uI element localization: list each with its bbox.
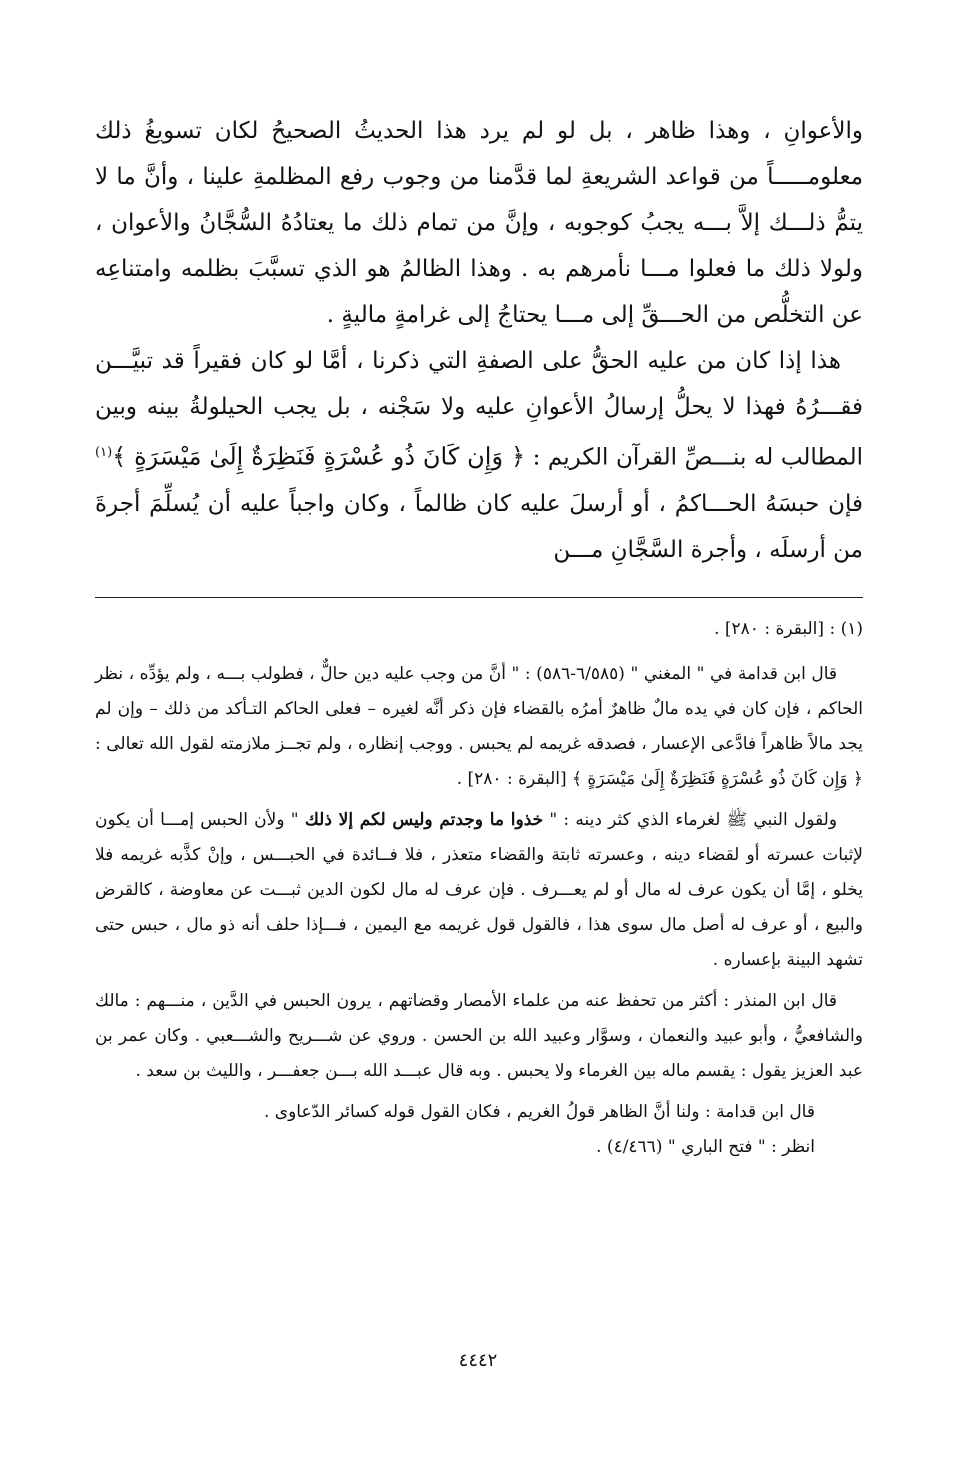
footnote-2-line-1-start: ولقول النبي ﷺ لغرماء الذي كثر دينه : " [549,809,838,830]
paragraph-2-line-3-end: فإن حبسَهُ الحـــاكمُ ، أو [632,490,863,517]
quran-verse: ﴿ وَإِن كَانَ ذُو عُسْرَةٍ فَنَظِرَةٌ إِلَىٰ مَيْسَرَةٍ ﴾ [112,442,526,471]
paragraph-1-line-2: من قواعد الشريعةِ لما قدَّمنا من وجوب رفع المظلمةِ علينا ، وأنَّ ما لا يتمُّ ذلـــك إلاَّ بـــه [95,164,863,236]
footnote-paragraph-4: قال ابن قدامة : ولنا أنَّ الظاهر قولُ الغريم ، فكان القول قوله كسائر الدّعاوى . [263,1101,815,1122]
footnote-1-line-4-start: ملازمته لقول الله تعالى : [95,733,271,754]
footnote-paragraph-2 [95,803,863,978]
footnote-3-line-2: مالك والشافعيُّ ، وأبو عبيد والنعمان ، وسوَّار وعبيد الله بن الحسن . وروي عن شـــريح والشـــعبي . [95,990,863,1046]
footnote-1-line-1: قال ابن قدامة في " المغني " (٦/٥٨٥-٥٨٦) : " أنَّ من وجب عليه دين حالٌّ ، فطولب بـــه ، ولم [175,663,838,684]
paragraph-1 [95,108,863,338]
footnote-marker[interactable]: (١) [95,445,113,460]
paragraph-1-line-3: يجبُ كوجوبه ، وإنَّ من تمام ذلك ما يعتادُهُ السُّجَّانُ والأعوان ، ولولا ذلك ما فعلوا مـــا [95,210,864,282]
footnote-2-line-3: كذَّبه غريمه فلا يخلو ، إمَّا أن يكون عرف له مال أو لم يعـــرف . فإن عرف له مال لكون الدين ثبـــت [95,844,864,900]
main-text [95,108,863,573]
paragraph-1-line-4: نأمرهم به . وهذا الظالمُ هو الذي تسبَّبَ بظلمه وامتناعِه عن التخلُّص من الحـــقِّ إلى مـــا [95,256,863,328]
page-number: ٤٤٤٢ [458,1350,498,1371]
footnote-2-line-4: عن معاوضة ، كالقرض والبيع ، أو عرف له أصل مال سوى هذا ، فالقول قول غريمه مع اليمين ، فـــإذا [95,879,863,935]
paragraph-2-line-2: فهذا لا يحلُّ إرسالُ الأعوانِ عليه ولا سَجْنه ، بل يجب الحيلولةُ بينه وبين المطالب له بنـــصِّ [95,394,863,471]
hadith-quote: خذوا ما وجدتم وليس لكم إلا ذلك [304,809,544,830]
paragraph-2-line-4: أرسلَ عليه كان ظالماً ، وكان واجباً عليه أن يُسلِّمَ أجرةَ من أرسلَه ، وأجرة السَّجَّانِ مـــن [95,490,863,563]
paragraph-2-line-1: هذا إذا كان من عليه الحقُّ على الصفةِ التي ذكرنا ، أمَّا لو كان فقيراً قد تبيَّـــن فقـــرُهُ [95,348,863,420]
footnote-2-line-2: أن يكون لإثبات عسرته أو لقضاء دينه ، وعسرته ثابتة والقضاء متعذر ، فلا فــائدة في الحبـــس ، وإنْ [95,809,864,865]
footnote-paragraph-5: انظر : " فتح الباري " (٤/٤٦٦) . [596,1136,815,1157]
footnote-1-line-3: من ذلك – وإن لم يجد مالاً ظاهراً فادَّعى الإعسار ، فصدقه غريمه لم يحبس . ووجب إنظاره ، ولم تجــز [95,698,864,754]
footnote-quran-verse: ﴿ وَإِن كَانَ ذُو عُسْرَةٍ فَنَظِرَةٌ إِلَىٰ مَيْسَرَةٍ ﴾ [572,768,863,789]
page-body [95,108,863,1165]
paragraph-2 [95,338,863,573]
footnote-paragraph-3 [95,984,863,1089]
footnote-1-line-2: يؤدِّه ، نظر الحاكم ، فإن كان في يده مالٌ ظاهرٌ أمرُه بالقضاء فإن ذكر أنَّه لغيره – فعلى الحاكم التـأكد [95,663,864,719]
footnote-3-line-3: وكان عمر بن عبد العزيز يقول : يقسم ماله بين الغرماء ولا يحبس . وبه قال عبـــد الله بـــن جعفـــر ، [95,1025,863,1081]
footnote-1-line-4-end: [البقرة : ٢٨٠] . [456,768,567,789]
footnote-separator [95,597,863,598]
footnote-2-line-1-end: " ولأن الحبس إمـــا [160,809,299,830]
footnote-reference: (١) : [البقرة : ٢٨٠] . [714,618,863,639]
paragraph-1-line-5: يحتاجُ إلى غرامةٍ ماليةٍ . [326,302,548,328]
paragraph-2-line-3-start: القرآن الكريم : [532,444,678,471]
footnote-paragraph-1 [95,657,863,797]
footnote-3-line-4: والليث بن سعد . [135,1060,252,1081]
footnote-2-line-5: حلف أنه ذو مال ، حبس حتى تشهد البينة بإعساره . [95,914,863,970]
footnote-3-line-1: قال ابن المنذر : أكثر من تحفظ عنه من علماء الأمصار وقضاتهم ، يرون الحبس في الدَّين ، منـــهم : [134,990,837,1011]
footnotes [95,612,863,1165]
paragraph-1-line-1: والأعوانِ ، وهذا ظاهر ، بل لو لم يرد هذا الحديثُ الصحيحُ لكان تسويغُ ذلك معلومـــــاً [95,118,864,190]
